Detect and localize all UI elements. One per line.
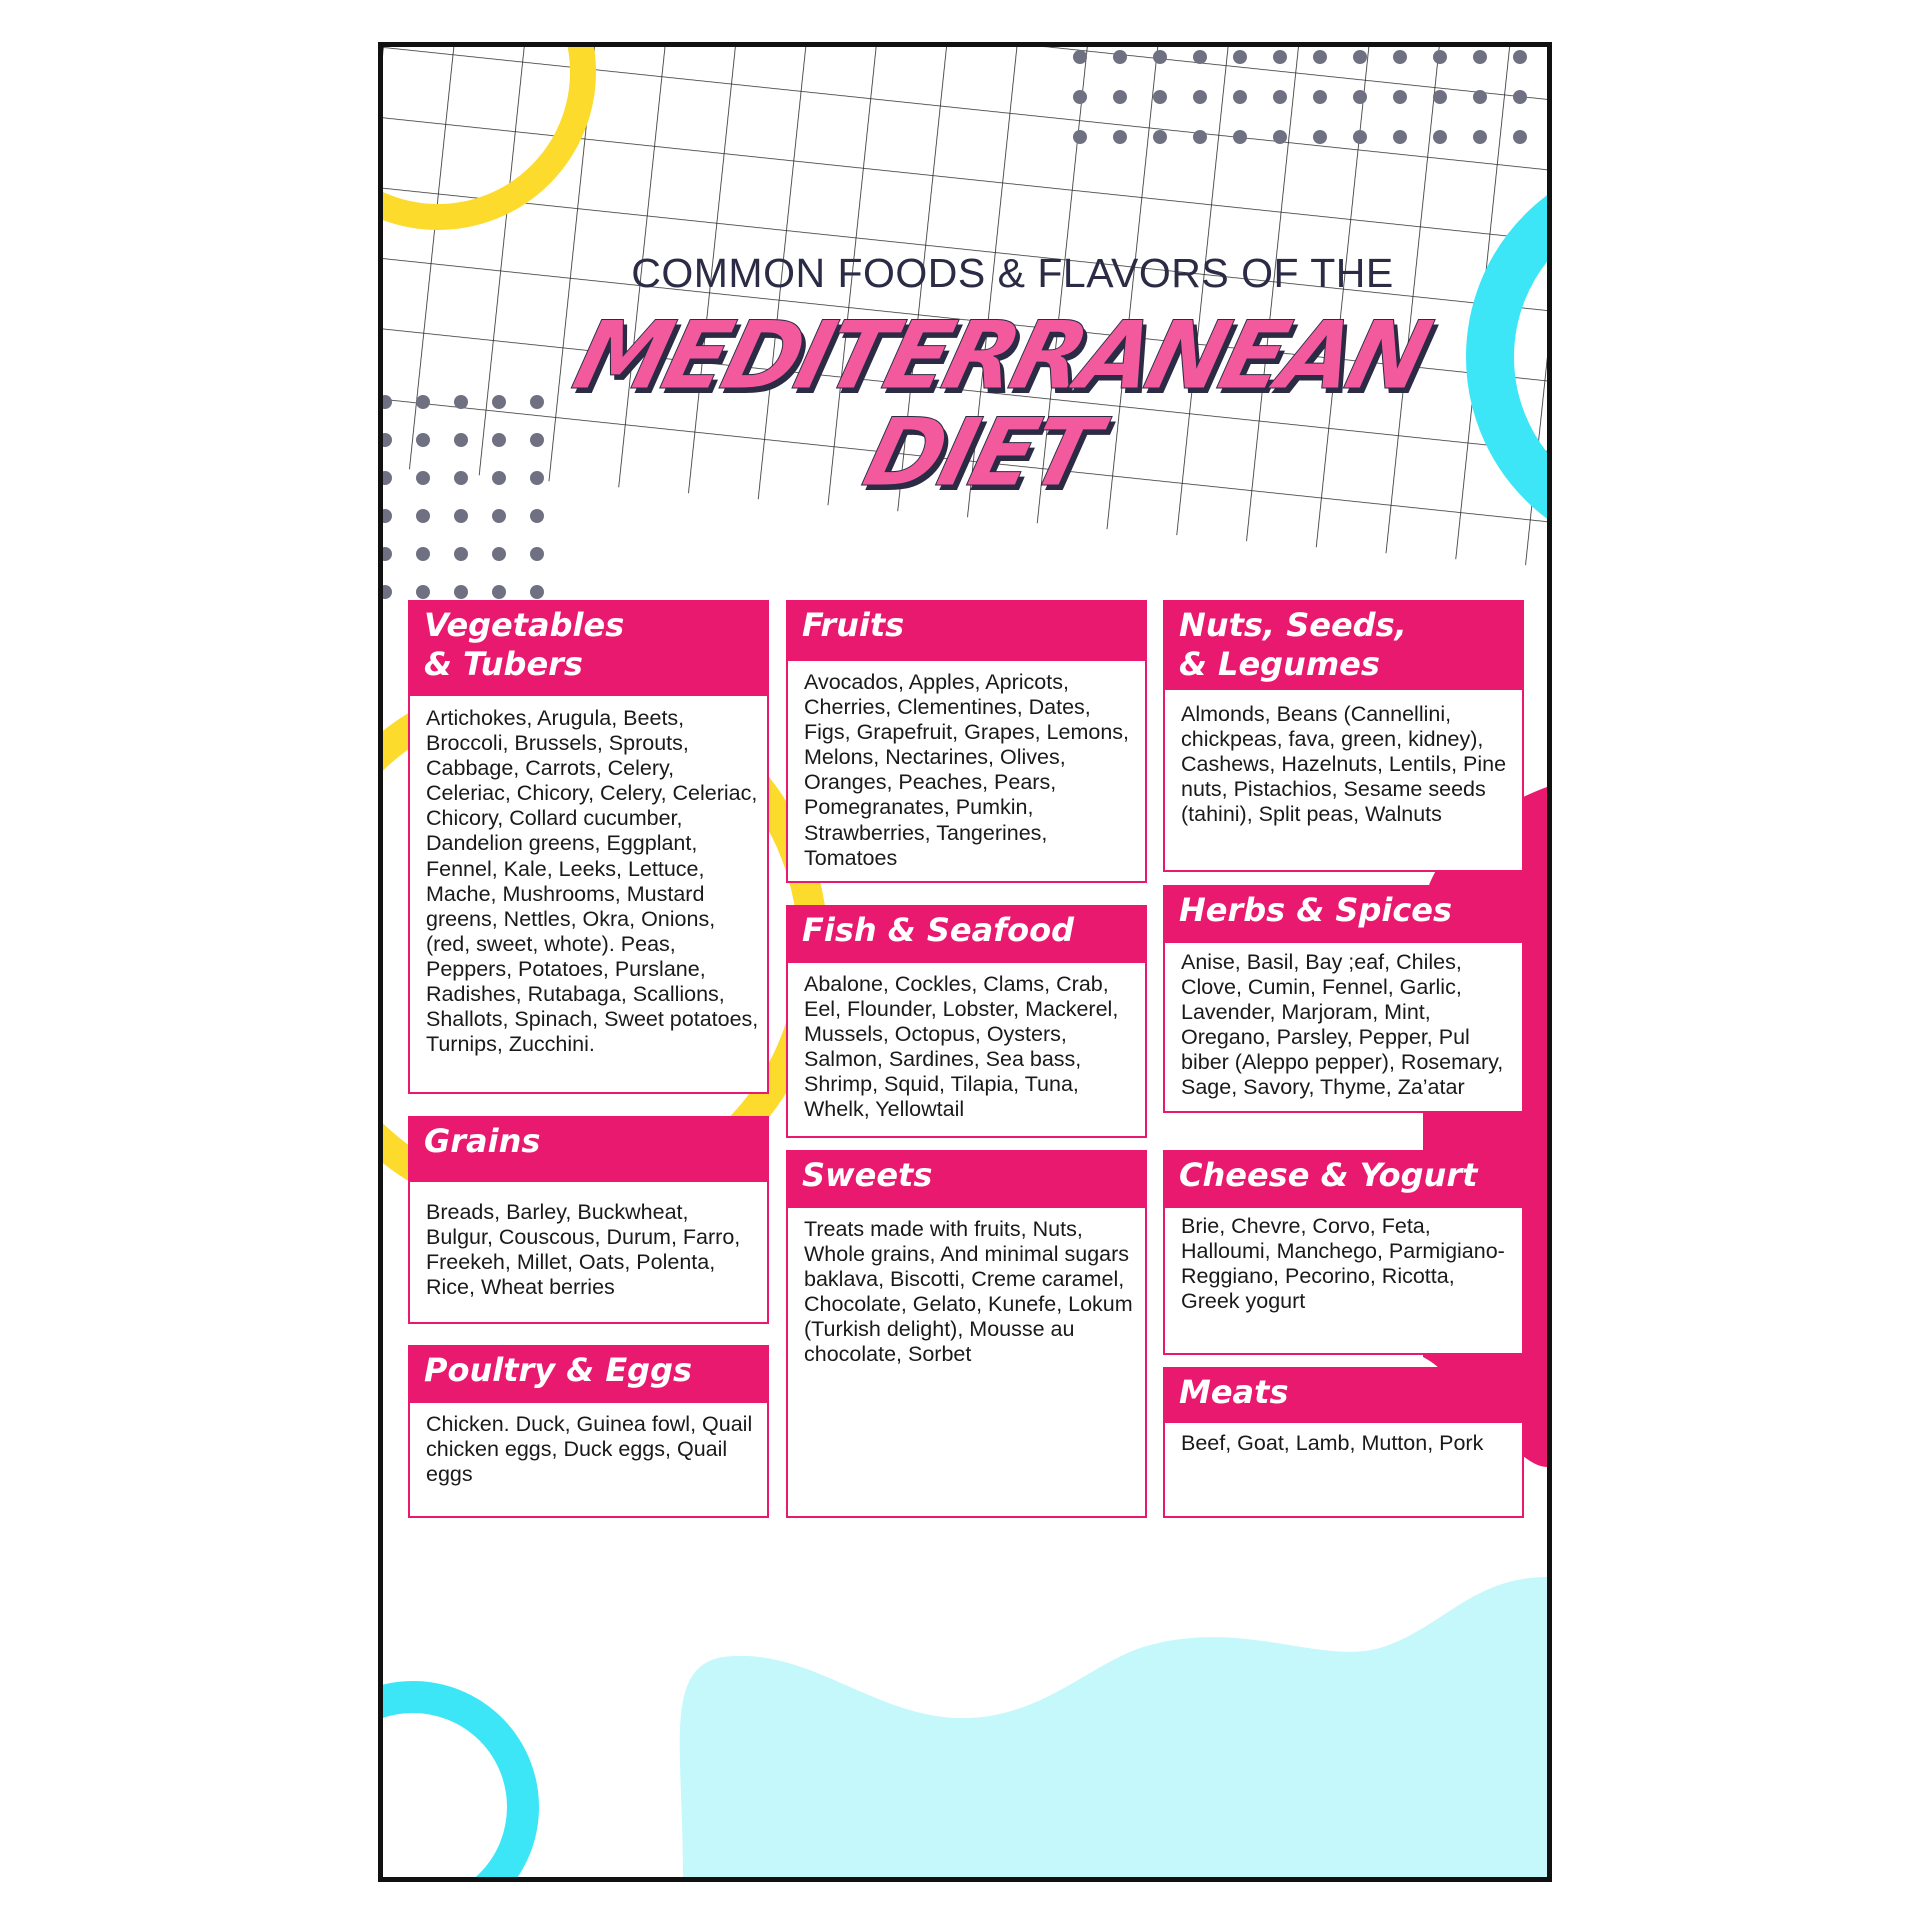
- card-grains: [408, 1116, 769, 1324]
- card-herbs-spices-items: Anise, Basil, Bay ;eaf, Chiles, Clove, Cumin, Fennel, Garlic, Lavender, Marjoram, Mint, Oregano, Parsley, Pepper, Pul biber (Aleppo pepper), Rosemary, Sage, Savory, Thyme, Za’atar: [1181, 950, 1504, 1100]
- card-herbs-spices: [1163, 885, 1524, 1113]
- card-vegetables-items: Artichokes, Arugula, Beets, Broccoli, Brussels, Sprouts, Cabbage, Carrots, Celery, Celeriac, Chicory, Celery, Celeriac, Chicory, Collard cucumber, Dandelion greens, Eggplant, Fennel, Kale, Leeks, Lettuce, Mache, Mushrooms, Mustard greens, Nettles, Okra, Onions, (red, sweet, whote). Peas, Peppers, Potatoes, Purslane, Radishes, Rutabaga, Scallions, Shallots, Spinach, Sweet potatoes, Turnips, Zucchini.: [426, 706, 759, 1057]
- cyan-wave: [680, 1577, 1547, 1877]
- card-poultry-eggs-items: Chicken. Duck, Guinea fowl, Quail chicken eggs, Duck eggs, Quail eggs: [426, 1412, 753, 1487]
- card-meats: [1163, 1367, 1524, 1518]
- card-fish-seafood-title: Fish & Seafood: [786, 905, 1147, 963]
- card-fruits-title: Fruits: [786, 600, 1147, 661]
- card-sweets-items: Treats made with fruits, Nuts, Whole grains, And minimal sugars baklava, Biscotti, Creme caramel, Chocolate, Gelato, Kunefe, Lokum (Turkish delight), Mousse au chocolate, Sorbet: [804, 1217, 1133, 1367]
- card-fish-seafood-items: Abalone, Cockles, Clams, Crab, Eel, Flounder, Lobster, Mackerel, Mussels, Octopus, Oysters, Salmon, Sardines, Sea bass, Shrimp, Squid, Tilapia, Tuna, Whelk, Yellowtail: [804, 972, 1119, 1122]
- card-poultry-eggs: [408, 1345, 769, 1518]
- card-grains-title: Grains: [408, 1116, 769, 1182]
- card-poultry-eggs-title: Poultry & Eggs: [408, 1345, 769, 1403]
- card-fruits: [786, 600, 1147, 883]
- card-nuts-seeds-legumes-title: Nuts, Seeds, & Legumes: [1163, 600, 1524, 690]
- card-herbs-spices-title: Herbs & Spices: [1163, 885, 1524, 943]
- poster-subtitle: COMMON FOODS & FLAVORS OF THE: [631, 250, 1394, 296]
- card-nuts-seeds-legumes-items: Almonds, Beans (Cannellini, chickpeas, fava, green, kidney), Cashews, Hazelnuts, Lentils, Pine nuts, Pistachios, Sesame seeds (tahini), Split peas, Walnuts: [1181, 702, 1507, 827]
- poster-title-line1: MEDITERRANEAN: [563, 302, 1437, 411]
- card-cheese-yogurt-items: Brie, Chevre, Corvo, Feta, Halloumi, Manchego, Parmigiano-Reggiano, Pecorino, Ricotta, Greek yogurt: [1181, 1214, 1505, 1314]
- card-vegetables: [408, 600, 769, 1094]
- card-sweets-title: Sweets: [786, 1150, 1147, 1208]
- card-meats-title: Meats: [1163, 1367, 1524, 1423]
- card-meats-items: Beef, Goat, Lamb, Mutton, Pork: [1181, 1431, 1484, 1455]
- card-grains-items: Breads, Barley, Buckwheat, Bulgur, Couscous, Durum, Farro, Freekeh, Millet, Oats, Polenta, Rice, Wheat berries: [426, 1200, 741, 1300]
- card-cheese-yogurt-title: Cheese & Yogurt: [1163, 1150, 1524, 1208]
- card-fruits-items: Avocados, Apples, Apricots, Cherries, Clementines, Dates, Figs, Grapefruit, Grapes, Lemons, Melons, Nectarines, Olives, Oranges, Peaches, Pears, Pomegranates, Pumkin, Strawberries, Tangerines, Tomatoes: [804, 670, 1130, 870]
- poster: [378, 42, 1552, 1882]
- card-fish-seafood: [786, 905, 1147, 1138]
- card-nuts-seeds-legumes: [1163, 600, 1524, 872]
- poster-title-line2: DIET: [853, 399, 1107, 508]
- card-vegetables-title: Vegetables & Tubers: [408, 600, 769, 696]
- cyan-ring-bottom: [383, 1697, 523, 1877]
- card-sweets: [786, 1150, 1147, 1518]
- card-cheese-yogurt: [1163, 1150, 1524, 1355]
